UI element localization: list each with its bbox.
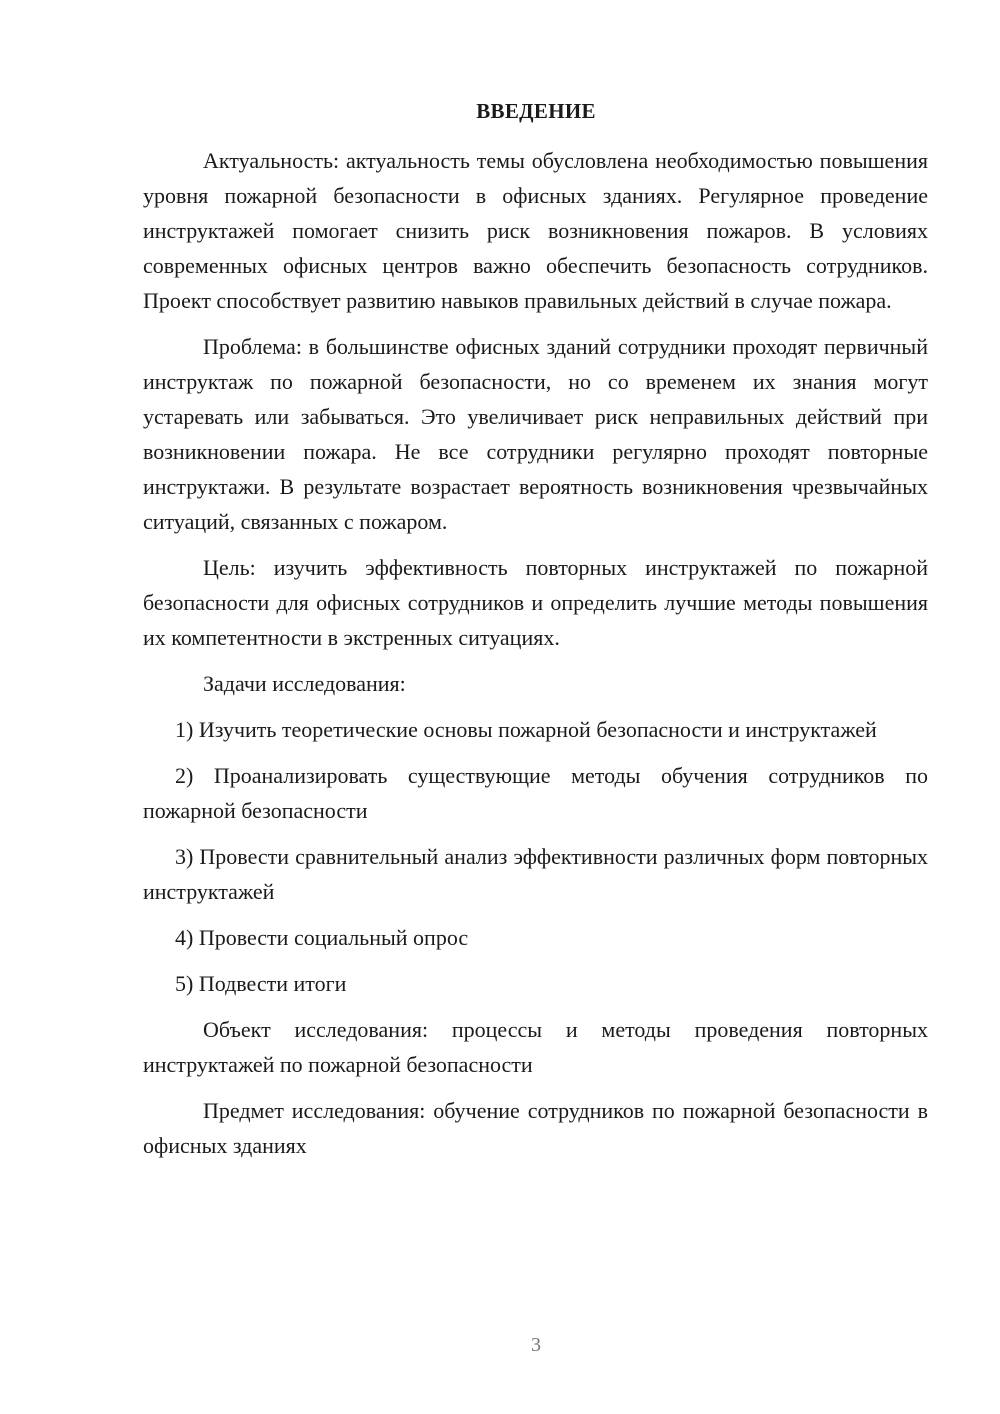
- subject-paragraph: Предмет исследования: обучение сотрудников по пожарной безопасности в офисных зданиях: [143, 1098, 928, 1158]
- task-item-1: 1) Изучить теоретические основы пожарной безопасности и инструктажей: [175, 717, 877, 742]
- goal-paragraph: Цель: изучить эффективность повторных инструктажей по пожарной безопасности для офисных сотрудников и определить лучшие методы повышения их компетентности в экстренных ситуациях.: [143, 555, 928, 650]
- relevance-paragraph: Актуальность: актуальность темы обусловлена необходимостью повышения уровня пожарной безопасности в офисных зданиях. Регулярное проведение инструктажей помогает снизить риск возникновения пожаров. В условиях современных офисных центров важно обеспечить безопасность сотрудников. Проект способствует развитию навыков правильных действий в случае пожара.: [143, 148, 928, 313]
- task-item-3: 3) Провести сравнительный анализ эффективности различных форм повторных инструктажей: [143, 844, 928, 904]
- object-paragraph: Объект исследования: процессы и методы проведения повторных инструктажей по пожарной безопасности: [143, 1017, 928, 1077]
- task-item-4: 4) Провести социальный опрос: [175, 925, 469, 950]
- page-number: 3: [531, 1334, 541, 1356]
- section-heading: ВВЕДЕНИЕ: [476, 99, 596, 123]
- document-body: [143, 143, 928, 1174]
- problem-paragraph: Проблема: в большинстве офисных зданий сотрудники проходят первичный инструктаж по пожарной безопасности, но со временем их знания могут устаревать или забываться. Это увеличивает риск неправильных действий при возникновении пожара. Не все сотрудники регулярно проходят повторные инструктажи. В результате возрастает вероятность возникновения чрезвычайных ситуаций, связанных с пожаром.: [143, 334, 928, 534]
- tasks-heading: Задачи исследования:: [203, 671, 406, 696]
- task-item-2: 2) Проанализировать существующие методы обучения сотрудников по пожарной безопасности: [143, 763, 928, 823]
- task-item-5: 5) Подвести итоги: [175, 971, 347, 996]
